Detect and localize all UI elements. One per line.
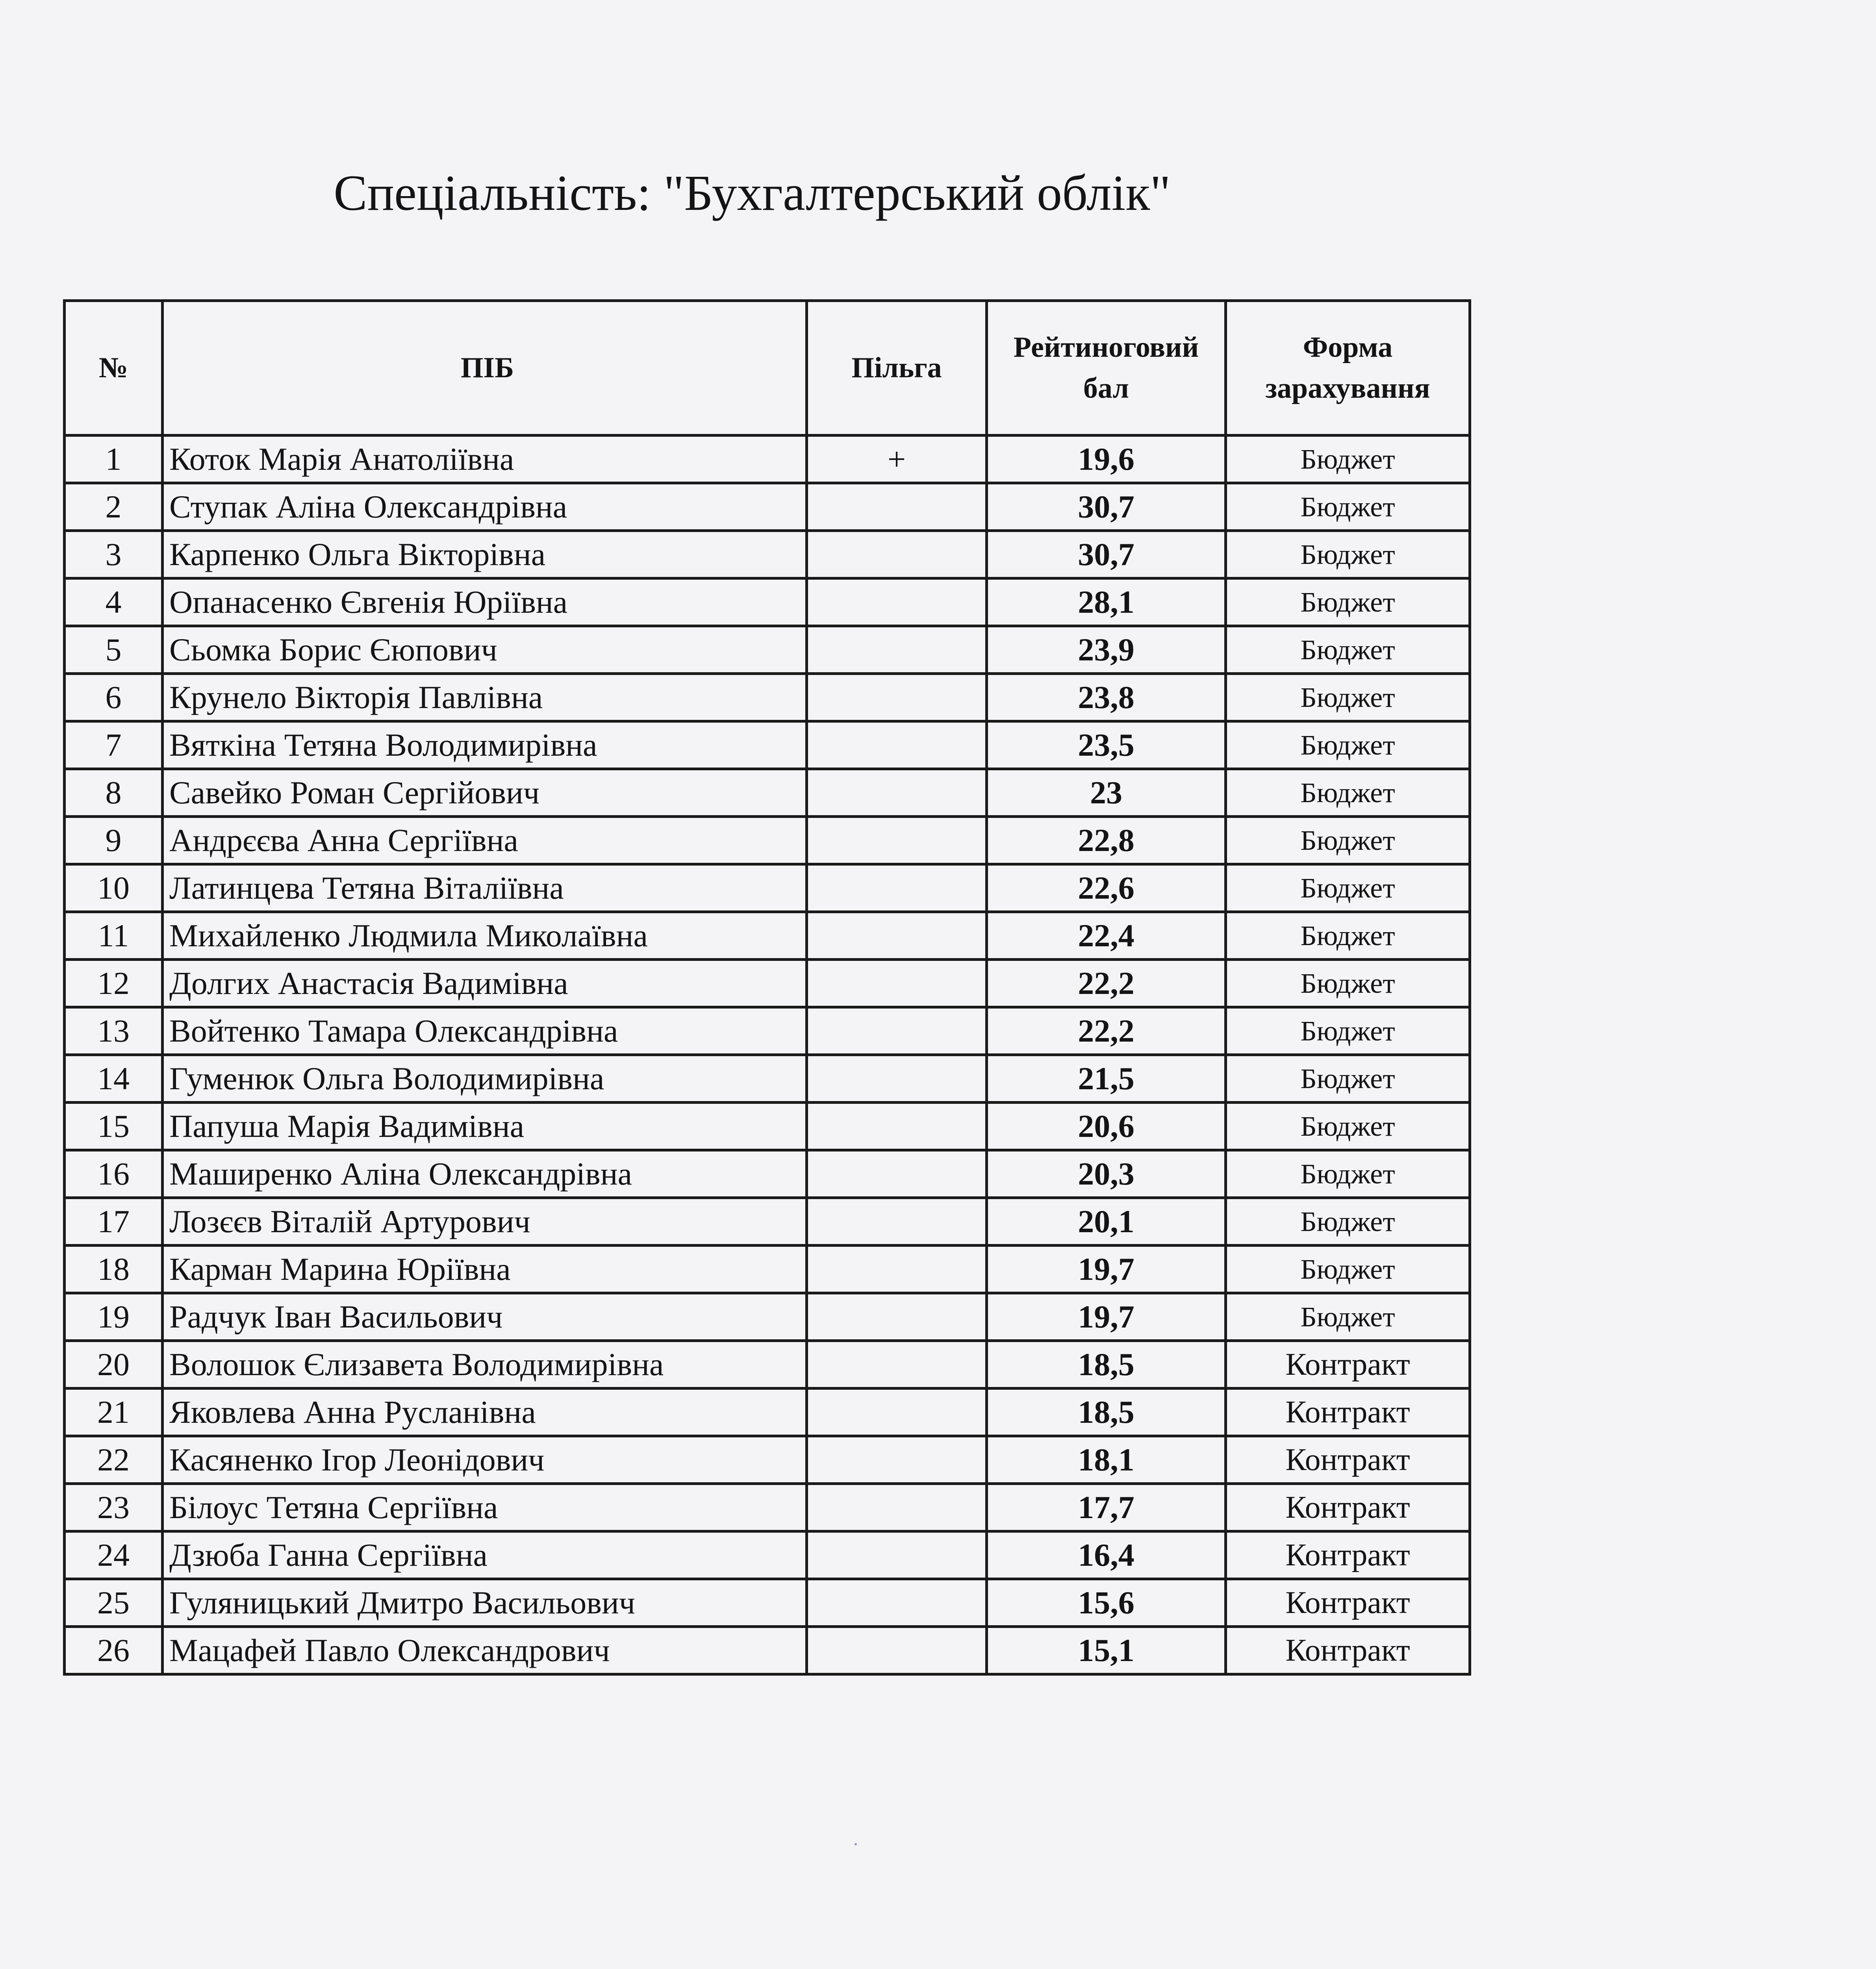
row-score: 18,5: [987, 1389, 1226, 1436]
table-row: [65, 1484, 1470, 1531]
row-name: Гуляницький Дмитро Васильович: [163, 1579, 807, 1627]
table-row: [65, 483, 1470, 531]
header-score-line1: Рейтиноговий: [1013, 331, 1199, 363]
row-form: Контракт: [1226, 1579, 1470, 1627]
header-num: №: [65, 301, 163, 436]
table-row: [65, 1007, 1470, 1055]
row-name: Вяткіна Тетяна Володимирівна: [163, 721, 807, 769]
row-score: 22,8: [987, 817, 1226, 864]
table-row: [65, 864, 1470, 912]
row-privilege: [807, 1150, 987, 1198]
row-num: 5: [65, 626, 163, 674]
row-name: Долгих Анастасія Вадимівна: [163, 960, 807, 1007]
row-score: 23: [987, 769, 1226, 817]
row-form: Контракт: [1226, 1484, 1470, 1531]
row-form: Бюджет: [1226, 578, 1470, 626]
table-row: [65, 578, 1470, 626]
row-score: 18,5: [987, 1341, 1226, 1389]
row-score: 17,7: [987, 1484, 1226, 1531]
row-name: Карман Марина Юріївна: [163, 1246, 807, 1293]
row-score: 18,1: [987, 1436, 1226, 1484]
row-num: 21: [65, 1389, 163, 1436]
row-score: 22,2: [987, 1007, 1226, 1055]
row-score: 15,1: [987, 1627, 1226, 1674]
row-privilege: [807, 912, 987, 960]
row-name: Волошок Єлизавета Володимирівна: [163, 1341, 807, 1389]
table-row: [65, 721, 1470, 769]
row-num: 9: [65, 817, 163, 864]
table-row: [65, 531, 1470, 578]
header-form: [1226, 301, 1470, 436]
row-num: 3: [65, 531, 163, 578]
table-row: [65, 626, 1470, 674]
table-row: [65, 1436, 1470, 1484]
row-score: 28,1: [987, 578, 1226, 626]
row-score: 22,4: [987, 912, 1226, 960]
row-privilege: [807, 1293, 987, 1341]
row-name: Папуша Марія Вадимівна: [163, 1103, 807, 1150]
row-form: Контракт: [1226, 1389, 1470, 1436]
row-privilege: [807, 960, 987, 1007]
row-form: Контракт: [1226, 1627, 1470, 1674]
row-form: Бюджет: [1226, 960, 1470, 1007]
row-num: 23: [65, 1484, 163, 1531]
row-name: Лозєєв Віталій Артурович: [163, 1198, 807, 1246]
row-num: 22: [65, 1436, 163, 1484]
row-form: Бюджет: [1226, 483, 1470, 531]
row-form: Бюджет: [1226, 1007, 1470, 1055]
header-form-line1: Форма: [1303, 331, 1393, 363]
row-privilege: [807, 1627, 987, 1674]
row-name: Яковлева Анна Русланівна: [163, 1389, 807, 1436]
row-form: Бюджет: [1226, 721, 1470, 769]
row-num: 19: [65, 1293, 163, 1341]
row-privilege: [807, 1007, 987, 1055]
row-privilege: [807, 1103, 987, 1150]
row-name: Савейко Роман Сергійович: [163, 769, 807, 817]
page-title: Спеціальність: "Бухгалтерський облік": [334, 165, 1171, 221]
row-name: Радчук Іван Васильович: [163, 1293, 807, 1341]
row-score: 19,7: [987, 1293, 1226, 1341]
row-num: 8: [65, 769, 163, 817]
row-form: Бюджет: [1226, 912, 1470, 960]
table-row: [65, 1389, 1470, 1436]
row-privilege: [807, 626, 987, 674]
row-num: 12: [65, 960, 163, 1007]
row-score: 30,7: [987, 531, 1226, 578]
row-name: Опанасенко Євгенія Юріївна: [163, 578, 807, 626]
table-body: [65, 436, 1470, 1674]
table-row: [65, 1055, 1470, 1103]
row-privilege: [807, 1246, 987, 1293]
row-form: Контракт: [1226, 1341, 1470, 1389]
row-form: Бюджет: [1226, 531, 1470, 578]
table-row: [65, 1531, 1470, 1579]
row-num: 20: [65, 1341, 163, 1389]
row-name: Гуменюк Ольга Володимирівна: [163, 1055, 807, 1103]
row-num: 26: [65, 1627, 163, 1674]
row-name: Мацафей Павло Олександрович: [163, 1627, 807, 1674]
row-form: Бюджет: [1226, 1150, 1470, 1198]
enrollment-table: [63, 299, 1471, 1676]
row-score: 23,5: [987, 721, 1226, 769]
row-name: Коток Марія Анатоліївна: [163, 436, 807, 483]
row-privilege: +: [807, 436, 987, 483]
row-score: 22,6: [987, 864, 1226, 912]
row-name: Войтенко Тамара Олександрівна: [163, 1007, 807, 1055]
row-privilege: [807, 1389, 987, 1436]
row-form: Бюджет: [1226, 1103, 1470, 1150]
row-num: 1: [65, 436, 163, 483]
row-name: Сьомка Борис Єюпович: [163, 626, 807, 674]
row-privilege: [807, 1484, 987, 1531]
row-privilege: [807, 1341, 987, 1389]
row-form: Контракт: [1226, 1531, 1470, 1579]
row-privilege: [807, 769, 987, 817]
row-num: 14: [65, 1055, 163, 1103]
row-name: Карпенко Ольга Вікторівна: [163, 531, 807, 578]
header-row: [65, 301, 1470, 436]
row-name: Крунело Вікторія Павлівна: [163, 674, 807, 721]
row-num: 4: [65, 578, 163, 626]
scan-speck: [855, 1843, 857, 1845]
row-privilege: [807, 483, 987, 531]
row-score: 20,1: [987, 1198, 1226, 1246]
table-row: [65, 1579, 1470, 1627]
row-privilege: [807, 1055, 987, 1103]
row-form: Бюджет: [1226, 674, 1470, 721]
table-row: [65, 1103, 1470, 1150]
row-name: Латинцева Тетяна Віталіївна: [163, 864, 807, 912]
table-row: [65, 436, 1470, 483]
row-form: Бюджет: [1226, 1246, 1470, 1293]
table-row: [65, 817, 1470, 864]
row-num: 10: [65, 864, 163, 912]
row-score: 23,9: [987, 626, 1226, 674]
row-privilege: [807, 1579, 987, 1627]
row-name: Маширенко Аліна Олександрівна: [163, 1150, 807, 1198]
table-row: [65, 1293, 1470, 1341]
row-score: 20,3: [987, 1150, 1226, 1198]
row-privilege: [807, 721, 987, 769]
row-num: 13: [65, 1007, 163, 1055]
table-row: [65, 1627, 1470, 1674]
row-privilege: [807, 1531, 987, 1579]
row-privilege: [807, 864, 987, 912]
row-score: 15,6: [987, 1579, 1226, 1627]
row-num: 24: [65, 1531, 163, 1579]
row-name: Михайленко Людмила Миколаївна: [163, 912, 807, 960]
row-score: 16,4: [987, 1531, 1226, 1579]
header-name: ПІБ: [163, 301, 807, 436]
table-row: [65, 1246, 1470, 1293]
row-name: Касяненко Ігор Леонідович: [163, 1436, 807, 1484]
header-score: [987, 301, 1226, 436]
row-score: 22,2: [987, 960, 1226, 1007]
row-num: 16: [65, 1150, 163, 1198]
row-num: 2: [65, 483, 163, 531]
row-form: Бюджет: [1226, 864, 1470, 912]
row-form: Бюджет: [1226, 769, 1470, 817]
header-privilege: Пільга: [807, 301, 987, 436]
row-name: Білоус Тетяна Сергіївна: [163, 1484, 807, 1531]
row-name: Ступак Аліна Олександрівна: [163, 483, 807, 531]
table-row: [65, 674, 1470, 721]
row-num: 15: [65, 1103, 163, 1150]
row-form: Бюджет: [1226, 436, 1470, 483]
row-num: 18: [65, 1246, 163, 1293]
row-form: Бюджет: [1226, 1198, 1470, 1246]
row-score: 19,7: [987, 1246, 1226, 1293]
table-row: [65, 1341, 1470, 1389]
table-row: [65, 1150, 1470, 1198]
row-privilege: [807, 578, 987, 626]
row-privilege: [807, 674, 987, 721]
row-num: 11: [65, 912, 163, 960]
row-num: 6: [65, 674, 163, 721]
row-form: Бюджет: [1226, 1293, 1470, 1341]
table-row: [65, 912, 1470, 960]
row-form: Бюджет: [1226, 1055, 1470, 1103]
table-row: [65, 960, 1470, 1007]
table-row: [65, 769, 1470, 817]
row-num: 17: [65, 1198, 163, 1246]
row-score: 30,7: [987, 483, 1226, 531]
row-score: 23,8: [987, 674, 1226, 721]
row-name: Дзюба Ганна Сергіївна: [163, 1531, 807, 1579]
row-num: 7: [65, 721, 163, 769]
table-header: [65, 301, 1470, 436]
row-form: Контракт: [1226, 1436, 1470, 1484]
row-score: 21,5: [987, 1055, 1226, 1103]
row-num: 25: [65, 1579, 163, 1627]
row-privilege: [807, 1198, 987, 1246]
row-privilege: [807, 1436, 987, 1484]
row-form: Бюджет: [1226, 626, 1470, 674]
header-score-line2: бал: [1083, 372, 1129, 404]
row-privilege: [807, 531, 987, 578]
row-score: 19,6: [987, 436, 1226, 483]
row-score: 20,6: [987, 1103, 1226, 1150]
table-row: [65, 1198, 1470, 1246]
header-form-line2: зарахування: [1265, 372, 1430, 404]
row-privilege: [807, 817, 987, 864]
row-form: Бюджет: [1226, 817, 1470, 864]
row-name: Андрєєва Анна Сергіївна: [163, 817, 807, 864]
